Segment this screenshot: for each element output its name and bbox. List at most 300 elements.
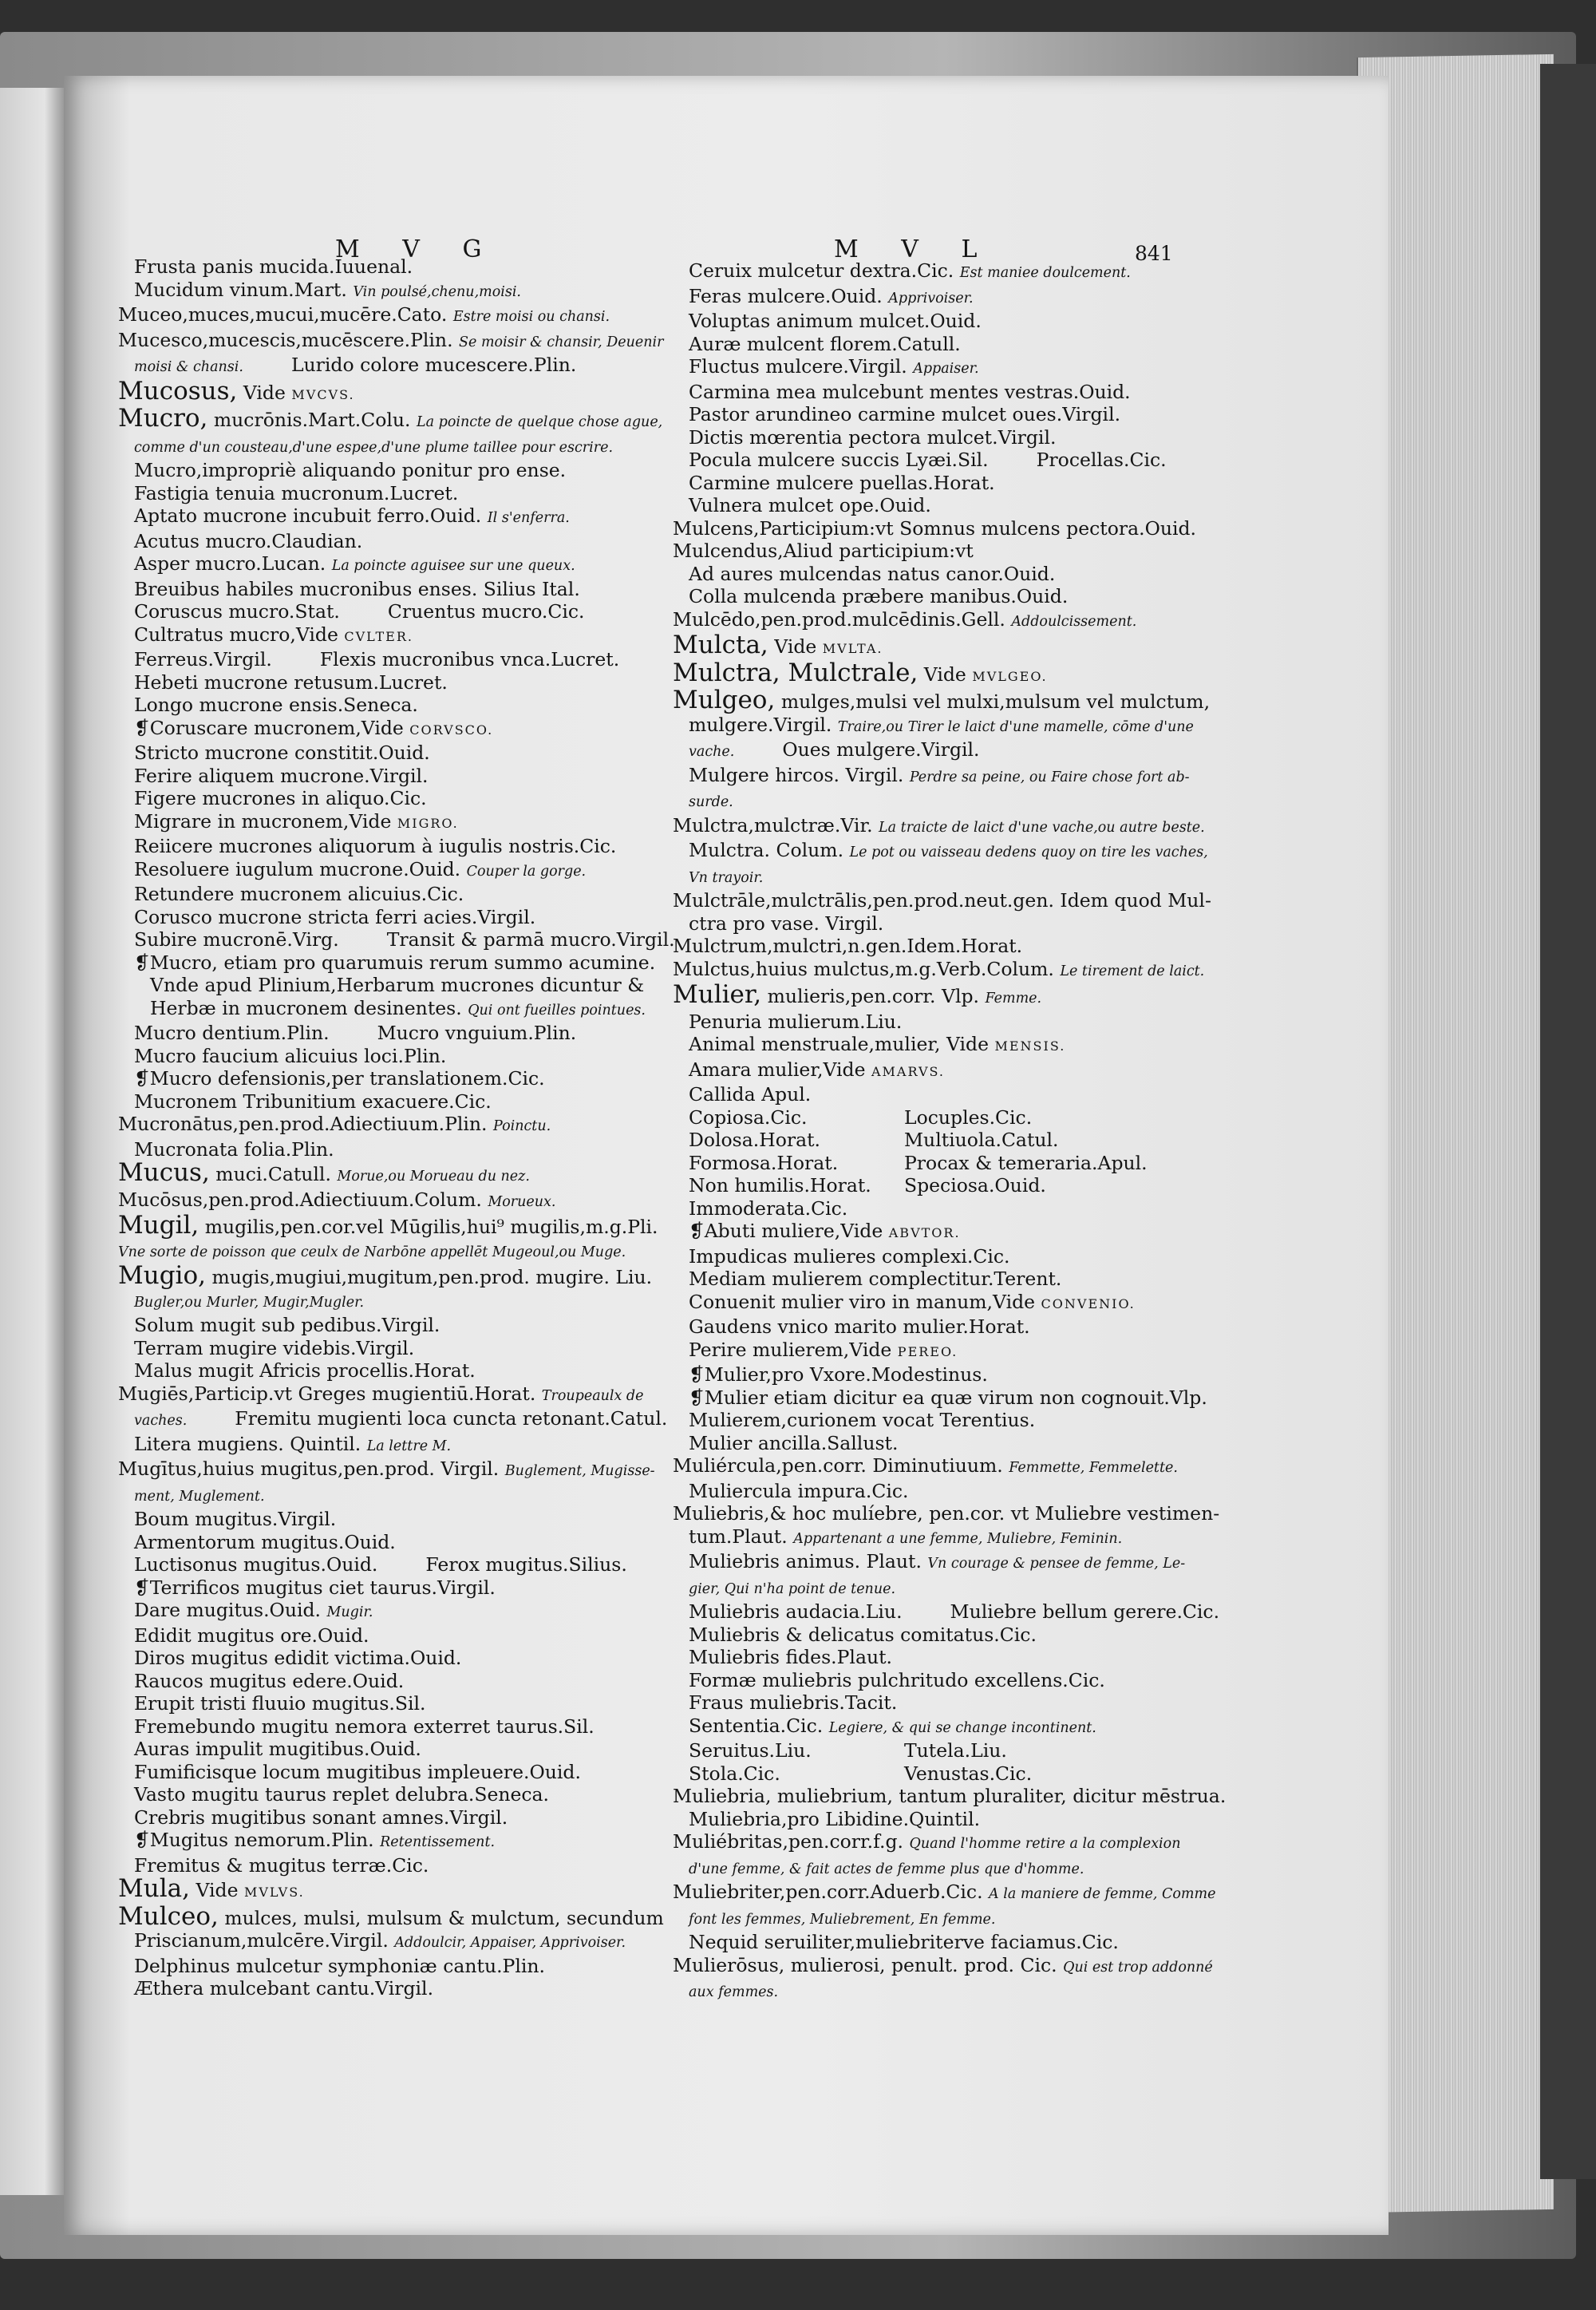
dictionary-entry	[118, 928, 675, 951]
entry-latin-text: Priscianum,mulcēre.Virgil.	[134, 1929, 389, 1952]
dictionary-entry	[118, 1955, 645, 1978]
entry-latin-text: Vide	[243, 381, 286, 404]
dictionary-entry	[118, 1433, 645, 1458]
entry-latin-text: Mediam mulierem complectitur.Terent.	[689, 1268, 1062, 1290]
french-gloss: Addoulcir, Appaiser, Apprivoiser.	[394, 1935, 626, 1951]
entry-latin-text: Mulctra. Colum.	[689, 839, 844, 861]
dictionary-entry	[673, 1386, 1207, 1410]
dictionary-entry	[118, 1189, 645, 1214]
entry-latin-text: Figere mucrones in aliquo.Cic.	[134, 787, 427, 809]
entry-headword: Mulier,	[673, 980, 762, 1009]
dictionary-entry	[673, 789, 1167, 814]
entry-latin-text: Mucro,impropriè aliquando ponitur pro ense.	[134, 459, 567, 481]
dictionary-entry	[118, 354, 645, 379]
french-gloss: Perdre sa peine, ou Faire chose fort ab-	[909, 769, 1190, 785]
entry-latin-text: Hebeti mucrone retusum.Lucret.	[134, 670, 448, 694]
entry-latin-text: Muliebria,pro Libidine.Quintil.	[689, 1807, 981, 1830]
dictionary-entry	[673, 333, 1167, 356]
dictionary-entry	[673, 1339, 1167, 1364]
entry-latin-text: Fluctus mulcere.Virgil.	[689, 355, 907, 378]
dictionary-entry	[118, 997, 645, 1022]
dictionary-entry	[673, 1363, 1167, 1386]
entry-latin-text: Muliebre bellum gerere.Cic.	[950, 1600, 1220, 1623]
entry-headword: Mucosus,	[118, 376, 238, 405]
dictionary-entry	[673, 633, 1167, 661]
dictionary-entry	[673, 1715, 1167, 1740]
entry-latin-text: Malus mugit Africis procellis.Horat.	[134, 1359, 476, 1382]
dictionary-entry	[673, 1669, 1167, 1692]
entry-latin-text: Mulier ancilla.Sallust.	[689, 1431, 899, 1454]
entry-headword: Mugio,	[118, 1261, 206, 1290]
dictionary-entry	[118, 951, 656, 975]
dictionary-entry	[118, 1314, 645, 1337]
french-gloss: Il s'enferra.	[487, 510, 570, 526]
dictionary-entry	[118, 600, 645, 623]
page-number: 841	[1135, 242, 1173, 265]
dictionary-entry	[118, 1483, 645, 1509]
entry-latin-text: Ceruix mulcetur dextra.Cic.	[689, 259, 954, 282]
entry-latin-text: Non humilis.Horat.	[689, 1174, 871, 1197]
french-gloss: Troupeaulx de	[541, 1387, 644, 1404]
french-gloss: Le tirement de laict.	[1060, 963, 1205, 979]
entry-latin-text: Mulcēdo,pen.prod.mulcēdinis.Gell.	[673, 607, 1005, 631]
left-page-edge	[0, 88, 64, 2195]
dictionary-entry	[673, 472, 1167, 495]
entry-latin-text: Carmina mea mulcebunt mentes vestras.Ouid.	[689, 380, 1131, 403]
entry-latin-text: Erupit tristi fluuio mugitus.Sil.	[134, 1692, 426, 1715]
entry-latin-text: Migrare in mucronem,Vide	[134, 809, 392, 833]
french-gloss: surde.	[689, 794, 733, 810]
french-gloss: Appartenant a une femme, Muliebre, Feminin.	[793, 1530, 1123, 1547]
entry-latin-text: Fumificisque locum mugitibus impleuere.Ouid.	[134, 1760, 581, 1783]
dictionary-entry	[118, 648, 645, 671]
dictionary-entry	[118, 1761, 645, 1784]
entry-latin-text: Boum mugitus.Virgil.	[134, 1508, 337, 1530]
french-gloss: Retentissement.	[380, 1834, 496, 1850]
dictionary-entry	[118, 1022, 645, 1045]
dictionary-entry	[118, 765, 645, 788]
entry-latin-text: Mugītus,huius mugitus,pen.prod. Virgil.	[118, 1458, 500, 1480]
entry-latin-text: Terram mugire videbis.Virgil.	[134, 1336, 415, 1359]
dictionary-entry	[118, 1261, 653, 1290]
dictionary-entry	[118, 1576, 645, 1600]
entry-latin-text: mucrōnis.Mart.Colu.	[213, 409, 411, 431]
dictionary-entry	[118, 482, 645, 505]
dictionary-entry	[118, 1977, 645, 2000]
dictionary-entry	[673, 1174, 1167, 1197]
french-gloss: Bugler,ou Murler, Mugir,Mugler.	[134, 1294, 365, 1311]
entry-headword: Mucro,	[118, 404, 208, 433]
french-gloss: La traicte de laict d'une vache,ou autre beste.	[879, 819, 1205, 836]
entry-latin-text: Colla mulcenda præbere manibus.Ouid.	[689, 585, 1069, 607]
cross-reference: CORVSCO.	[409, 722, 494, 738]
dictionary-entry	[118, 1829, 645, 1854]
entry-latin-text: Muliebris,& hoc mulíebre, pen.cor. vt Muliebre vestimen-	[673, 1502, 1220, 1525]
entry-headword: Mugil,	[118, 1211, 200, 1240]
entry-latin-text: Vide	[923, 663, 966, 686]
entry-latin-text: Herbæ in mucronem desinentes.	[150, 996, 462, 1019]
book-cover-edge	[1540, 64, 1596, 2179]
entry-latin-text: Gaudens vnico marito mulier.Horat.	[689, 1315, 1030, 1338]
dictionary-entry	[118, 787, 645, 810]
entry-latin-text: Coruscus mucro.Stat.	[134, 600, 340, 623]
entry-latin-text: Stricto mucrone constitit.Ouid.	[134, 742, 430, 764]
cross-reference: MENSIS.	[994, 1038, 1066, 1054]
french-gloss: Qui est trop addonné	[1063, 1959, 1213, 1976]
dictionary-entry	[118, 623, 645, 649]
dictionary-entry	[673, 889, 1211, 912]
running-head-left: M V G	[335, 235, 500, 263]
french-gloss: Qui ont fueilles pointues.	[468, 1002, 646, 1019]
entry-latin-text: Raucos mugitus edere.Ouid.	[134, 1669, 405, 1692]
entry-latin-text: Fastigia tenuia mucronum.Lucret.	[134, 481, 459, 504]
entry-latin-text: Ferire aliquem mucrone.Virgil.	[134, 764, 429, 787]
entry-latin-text: Resoluere iugulum mucrone.Ouid.	[134, 857, 461, 880]
entry-latin-text: Fremitus & mugitus terræ.Cic.	[134, 1853, 429, 1877]
entry-latin-text: Voluptas animum mulcet.Ouid.	[689, 310, 982, 332]
entry-latin-text: Venustas.Cic.	[904, 1762, 1033, 1785]
dictionary-entry	[118, 1783, 645, 1806]
french-gloss: Vin poulsé,chenu,moisi.	[353, 283, 521, 300]
entry-latin-text: Edidit mugitus ore.Ouid.	[134, 1624, 369, 1647]
entry-latin-text: Carmine mulcere puellas.Horat.	[689, 471, 995, 494]
dictionary-entry	[673, 1197, 1167, 1220]
entry-latin-text: Speciosa.Ouid.	[904, 1174, 1046, 1197]
dictionary-entry	[673, 1409, 1167, 1432]
dictionary-entry	[673, 839, 1208, 864]
entry-latin-text: Vide	[196, 1879, 239, 1901]
right-column	[673, 259, 1227, 2004]
entry-latin-text: Cultratus mucro,Vide	[134, 623, 338, 646]
french-gloss: Appaiser.	[913, 361, 979, 377]
dictionary-entry	[118, 1553, 645, 1576]
entry-latin-text: tum.Plaut.	[689, 1525, 788, 1548]
entry-latin-text: Formæ muliebris pulchritudo excellens.Cic.	[689, 1668, 1105, 1691]
dictionary-entry	[673, 540, 1167, 563]
entry-latin-text: Mucōsus,pen.prod.Adiectiuum.Colum.	[118, 1188, 482, 1211]
french-gloss: Traire,ou Tirer le laict d'une mamelle, cōme d'une	[837, 718, 1194, 735]
dictionary-entry	[118, 1359, 645, 1382]
dictionary-entry	[673, 449, 1167, 472]
dictionary-entry	[673, 1502, 1220, 1525]
entry-latin-text: muci.Catull.	[215, 1163, 331, 1185]
dictionary-entry	[118, 858, 645, 884]
cross-reference: PEREO.	[897, 1343, 958, 1359]
entry-headword: Mula,	[118, 1874, 190, 1903]
dictionary-entry	[118, 303, 645, 329]
entry-latin-text: Procellas.Cic.	[1036, 449, 1167, 471]
french-gloss: comme d'un cousteau,d'une espee,d'une plume taillee pour escrire.	[134, 439, 614, 456]
cross-reference: MVLGEO.	[972, 668, 1048, 684]
entry-latin-text: Cruentus mucro.Cic.	[387, 600, 585, 623]
dictionary-entry	[673, 1739, 1167, 1762]
dictionary-entry	[673, 1432, 1167, 1455]
entry-latin-text: Fremitu mugienti loca cuncta retonant.Catul.	[235, 1407, 668, 1430]
french-gloss: A la maniere de femme, Comme	[989, 1886, 1216, 1902]
entry-latin-text: Dare mugitus.Ouid.	[134, 1599, 321, 1621]
dictionary-entry	[673, 935, 1167, 958]
entry-latin-text: Locuples.Cic.	[904, 1106, 1033, 1129]
dictionary-entry	[673, 259, 1167, 285]
dictionary-entry	[118, 1211, 658, 1240]
entry-latin-text: ❡Coruscare mucronem,Vide	[134, 716, 404, 739]
entry-latin-text: Muliércula,pen.corr. Diminutiuum.	[673, 1454, 1003, 1477]
entry-latin-text: Pocula mulcere succis Lyæi.Sil.	[689, 449, 989, 471]
dictionary-entry	[673, 1315, 1167, 1339]
entry-latin-text: Formosa.Horat.	[689, 1151, 839, 1174]
dictionary-entry	[118, 1458, 655, 1483]
dictionary-entry	[118, 530, 645, 553]
entry-latin-text: Vide	[774, 635, 817, 658]
entry-latin-text: Acutus mucro.Claudian.	[134, 529, 363, 552]
entry-latin-text: Mucro dentium.Plin.	[134, 1022, 330, 1044]
entry-latin-text: Ferreus.Virgil.	[134, 648, 272, 670]
entry-latin-text: Copiosa.Cic.	[689, 1106, 808, 1129]
entry-latin-text: Conuenit mulier viro in manum,Vide	[689, 1290, 1036, 1313]
cross-reference: MVLTA.	[822, 641, 883, 656]
dictionary-entry	[118, 1692, 645, 1715]
dictionary-entry	[673, 1268, 1167, 1291]
dictionary-entry	[118, 742, 645, 765]
dictionary-entry	[673, 563, 1167, 586]
dictionary-entry	[673, 713, 1194, 739]
french-gloss: vache.	[689, 744, 735, 760]
dictionary-entry	[673, 1762, 1167, 1786]
dictionary-entry	[118, 1158, 645, 1189]
dictionary-entry	[673, 310, 1167, 333]
entry-latin-text: Stola.Cic.	[689, 1762, 780, 1785]
french-gloss: Legiere, & qui se change incontinent.	[828, 1719, 1096, 1736]
dictionary-entry	[118, 434, 645, 460]
entry-latin-text: Mucronata folia.Plin.	[134, 1137, 334, 1161]
entry-latin-text: Oues mulgere.Virgil.	[782, 738, 980, 761]
entry-latin-text: Mucro faucium alicuius loci.Plin.	[134, 1044, 447, 1067]
dictionary-entry	[673, 1906, 1167, 1932]
dictionary-entry	[118, 906, 645, 929]
entry-latin-text: Vasto mugitu taurus replet delubra.Seneca.	[134, 1783, 550, 1806]
entry-latin-text: Mulctra,mulctræ.Vir.	[673, 813, 873, 837]
french-gloss: La lettre M.	[366, 1438, 452, 1454]
french-gloss: Couper la gorge.	[466, 863, 587, 880]
entry-latin-text: ❡Mucro, etiam pro quarumuis rerum summo acumine.	[134, 951, 656, 974]
entry-latin-text: Auras impulit mugitibus.Ouid.	[134, 1738, 421, 1760]
entry-latin-text: Solum mugit sub pedibus.Virgil.	[134, 1314, 440, 1336]
dictionary-entry	[673, 1152, 1167, 1175]
entry-latin-text: Mucidum vinum.Mart.	[134, 278, 347, 301]
dictionary-entry	[118, 504, 645, 530]
french-gloss: ment, Muglement.	[134, 1488, 265, 1505]
dictionary-entry	[673, 355, 1167, 381]
entry-latin-text: Mugiēs,Particip.vt Greges mugientiū.Horat.	[118, 1382, 536, 1405]
french-gloss: font les femmes, Muliebrement, En femme.	[689, 1911, 996, 1928]
entry-latin-text: Multiuola.Catul.	[904, 1129, 1059, 1151]
dictionary-entry	[118, 255, 645, 279]
entry-latin-text: ❡Mulier,pro Vxore.Modestinus.	[689, 1363, 988, 1386]
dictionary-entry	[673, 1979, 1167, 2004]
entry-latin-text: Longo mucrone ensis.Seneca.	[134, 694, 418, 716]
dictionary-entry	[118, 459, 645, 482]
dictionary-entry	[673, 1220, 1167, 1245]
cross-reference: MVLVS.	[243, 1885, 305, 1900]
dictionary-entry	[673, 763, 1190, 789]
entry-latin-text: Transit & parmā mucro.Virgil.	[386, 928, 675, 951]
dictionary-entry	[118, 328, 664, 354]
entry-latin-text: Delphinus mulcetur symphoniæ cantu.Plin.	[134, 1954, 546, 1977]
entry-latin-text: mugis,mugiui,mugitum,pen.prod. mugire. Liu.	[211, 1266, 653, 1288]
entry-latin-text: ❡Mugitus nemorum.Plin.	[134, 1829, 374, 1851]
dictionary-entry	[673, 403, 1167, 426]
entry-latin-text: Reiicere mucrones aliquorum à iugulis nostris.Cic.	[134, 835, 617, 857]
french-gloss: Morueux.	[488, 1193, 556, 1210]
dictionary-entry	[673, 1245, 1167, 1268]
dictionary-entry	[118, 1624, 645, 1647]
french-gloss: moisi & chansi.	[134, 359, 243, 375]
dictionary-entry	[673, 1454, 1178, 1480]
entry-latin-text: Muliebris audacia.Liu.	[689, 1600, 903, 1623]
entry-latin-text: Seruitus.Liu.	[689, 1739, 812, 1762]
entry-headword: Mulceo,	[118, 1901, 219, 1931]
entry-latin-text: Mulierem,curionem vocat Terentius.	[689, 1409, 1036, 1431]
entry-latin-text: mulges,mulsi vel mulxi,mulsum vel mulctum,	[780, 690, 1211, 713]
entry-latin-text: Callida Apul.	[689, 1083, 812, 1106]
entry-latin-text: Fraus muliebris.Tacit.	[689, 1691, 898, 1714]
dictionary-entry	[673, 1525, 1167, 1551]
dictionary-entry	[673, 1600, 1220, 1624]
dictionary-entry	[673, 1480, 1167, 1503]
dictionary-entry	[673, 738, 1167, 764]
dictionary-entry	[118, 694, 645, 717]
entry-latin-text: Aptato mucrone incubuit ferro.Ouid.	[134, 504, 482, 527]
entry-latin-text: Frusta panis mucida.Iuuenal.	[134, 255, 413, 278]
french-gloss: Vn courage & pensee de femme, Le-	[927, 1556, 1186, 1572]
dictionary-entry	[118, 404, 663, 434]
entry-latin-text: Mulierōsus, mulierosi, penult. prod. Cic.	[673, 1953, 1057, 1976]
french-gloss: Vn trayoir.	[689, 869, 764, 886]
dictionary-entry	[118, 1090, 645, 1113]
dictionary-entry	[673, 1291, 1167, 1316]
dictionary-entry	[118, 1113, 645, 1138]
french-gloss: Addoulcissement.	[1011, 613, 1137, 630]
entry-latin-text: Crebris mugitibus sonant amnes.Virgil.	[134, 1806, 508, 1829]
dictionary-entry	[118, 1138, 645, 1161]
dictionary-entry	[118, 1854, 645, 1877]
dictionary-entry	[673, 1011, 1167, 1034]
entry-latin-text: Perire mulierem,Vide	[689, 1338, 892, 1361]
dictionary-entry	[673, 1058, 1167, 1084]
dictionary-entry	[118, 376, 645, 407]
dictionary-entry	[673, 864, 1167, 890]
french-gloss: Vne sorte de poisson que ceulx de Narbōne appellēt Mugeoul,ou Muge.	[118, 1244, 626, 1260]
entry-latin-text: ❡Mucro defensionis,per translationem.Cic.	[134, 1067, 545, 1090]
entry-latin-text: Diros mugitus edidit victima.Ouid.	[134, 1647, 462, 1669]
entry-latin-text: Muliebris animus. Plaut.	[689, 1550, 922, 1572]
entry-headword: Mucus,	[118, 1158, 210, 1187]
entry-latin-text: Mulctrum,mulctri,n.gen.Idem.Horat.	[673, 935, 1023, 957]
entry-latin-text: mulgere.Virgil.	[689, 713, 832, 736]
french-gloss: Quand l'homme retire a la complexion	[909, 1836, 1181, 1852]
entry-latin-text: mugilis,pen.cor.vel Mūgilis,hui⁹ mugilis,m.g.Pli.	[204, 1216, 658, 1238]
french-gloss: Buglement, Mugisse-	[504, 1463, 655, 1479]
running-head-right: M V L	[834, 235, 995, 263]
dictionary-entry	[118, 835, 645, 858]
french-gloss: La poincte aguisee sur une queux.	[331, 558, 575, 574]
entry-latin-text: Penuria mulierum.Liu.	[689, 1010, 903, 1033]
dictionary-entry	[118, 279, 645, 304]
dictionary-entry	[673, 912, 1167, 935]
french-gloss: Apprivoiser.	[888, 290, 974, 307]
french-gloss: Est maniee doulcement.	[959, 265, 1131, 281]
entry-latin-text: Muliebris & delicatus comitatus.Cic.	[689, 1623, 1037, 1646]
entry-latin-text: Mucronem Tribunitium exacuere.Cic.	[134, 1090, 492, 1113]
dictionary-entry	[673, 980, 1167, 1011]
entry-latin-text: Impudicas mulieres complexi.Cic.	[689, 1244, 1010, 1268]
french-gloss: Poinctu.	[493, 1118, 551, 1134]
entry-latin-text: Corusco mucrone stricta ferri acies.Virgil.	[134, 905, 536, 928]
entry-latin-text: Mucesco,mucescis,mucēscere.Plin.	[118, 328, 453, 351]
entry-latin-text: Subire mucronē.Virg.	[134, 928, 339, 951]
entry-latin-text: Muliébritas,pen.corr.f.g.	[673, 1830, 903, 1853]
entry-latin-text: Breuibus habiles mucronibus enses. Silius Ital.	[134, 577, 580, 600]
dictionary-entry	[673, 426, 1167, 449]
french-gloss: Femme.	[985, 991, 1042, 1007]
dictionary-entry	[118, 974, 645, 997]
dictionary-entry	[673, 813, 1205, 840]
french-gloss: Se moisir & chansir, Deuenir	[459, 334, 664, 350]
entry-latin-text: mulieris,pen.corr. Vlp.	[767, 985, 979, 1007]
dictionary-entry	[673, 1856, 1167, 1881]
cross-reference: CONVENIO.	[1041, 1295, 1136, 1311]
entry-latin-text: Nequid seruiliter,muliebriterve faciamus.Cic.	[689, 1931, 1119, 1953]
dictionary-entry	[118, 1508, 645, 1531]
dictionary-entry	[673, 1106, 1167, 1129]
entry-latin-text: Muliebria, muliebrium, tantum pluraliter, dicitur mēstrua.	[673, 1785, 1227, 1807]
dictionary-entry	[673, 1083, 1167, 1106]
dictionary-entry	[673, 1646, 1167, 1669]
entry-latin-text: Tutela.Liu.	[904, 1739, 1007, 1762]
dictionary-entry	[673, 1931, 1167, 1954]
dictionary-entry	[118, 810, 645, 836]
dictionary-entry	[118, 578, 645, 601]
dictionary-entry	[118, 1806, 645, 1829]
entry-latin-text: Mulctrāle,mulctrālis,pen.prod.neut.gen. Idem quod Mul-	[673, 889, 1211, 912]
dictionary-entry	[118, 1045, 645, 1068]
french-gloss: Femmette, Femmelette.	[1009, 1460, 1178, 1476]
entry-latin-text: Vulnera mulcet ope.Ouid.	[689, 494, 931, 516]
entry-latin-text: ❡Mulier etiam dicitur ea quæ virum non cognouit.Vlp.	[689, 1386, 1207, 1409]
entry-latin-text: Feras mulcere.Ouid.	[689, 284, 883, 307]
dictionary-entry	[118, 1382, 645, 1408]
dictionary-entry	[673, 494, 1167, 517]
dictionary-entry	[673, 658, 1167, 689]
entry-latin-text: Mulcendus,Aliud participium:vt	[673, 540, 974, 562]
french-gloss: Morue,ou Morueau du nez.	[337, 1169, 530, 1185]
dictionary-entry	[118, 1531, 645, 1554]
entry-latin-text: Procax & temeraria.Apul.	[904, 1151, 1148, 1174]
entry-latin-text: Ferox mugitus.Silius.	[425, 1553, 627, 1576]
dictionary-entry	[673, 1550, 1186, 1576]
dictionary-entry	[673, 516, 1197, 540]
entry-latin-text: Dolosa.Horat.	[689, 1129, 820, 1151]
dictionary-entry	[118, 1289, 645, 1315]
french-gloss: aux femmes.	[689, 1984, 779, 2000]
entry-latin-text: Luctisonus mugitus.Ouid.	[134, 1553, 378, 1576]
dictionary-entry	[118, 1599, 645, 1624]
french-gloss: Le pot ou vaisseau dedens quoy on tire les vaches,	[849, 844, 1208, 860]
dictionary-entry	[673, 1691, 1167, 1715]
entry-latin-text: Fremebundo mugitu nemora exterret taurus.Sil.	[134, 1715, 595, 1738]
entry-latin-text: Lurido colore mucescere.Plin.	[290, 354, 577, 376]
dictionary-entry	[673, 381, 1167, 404]
